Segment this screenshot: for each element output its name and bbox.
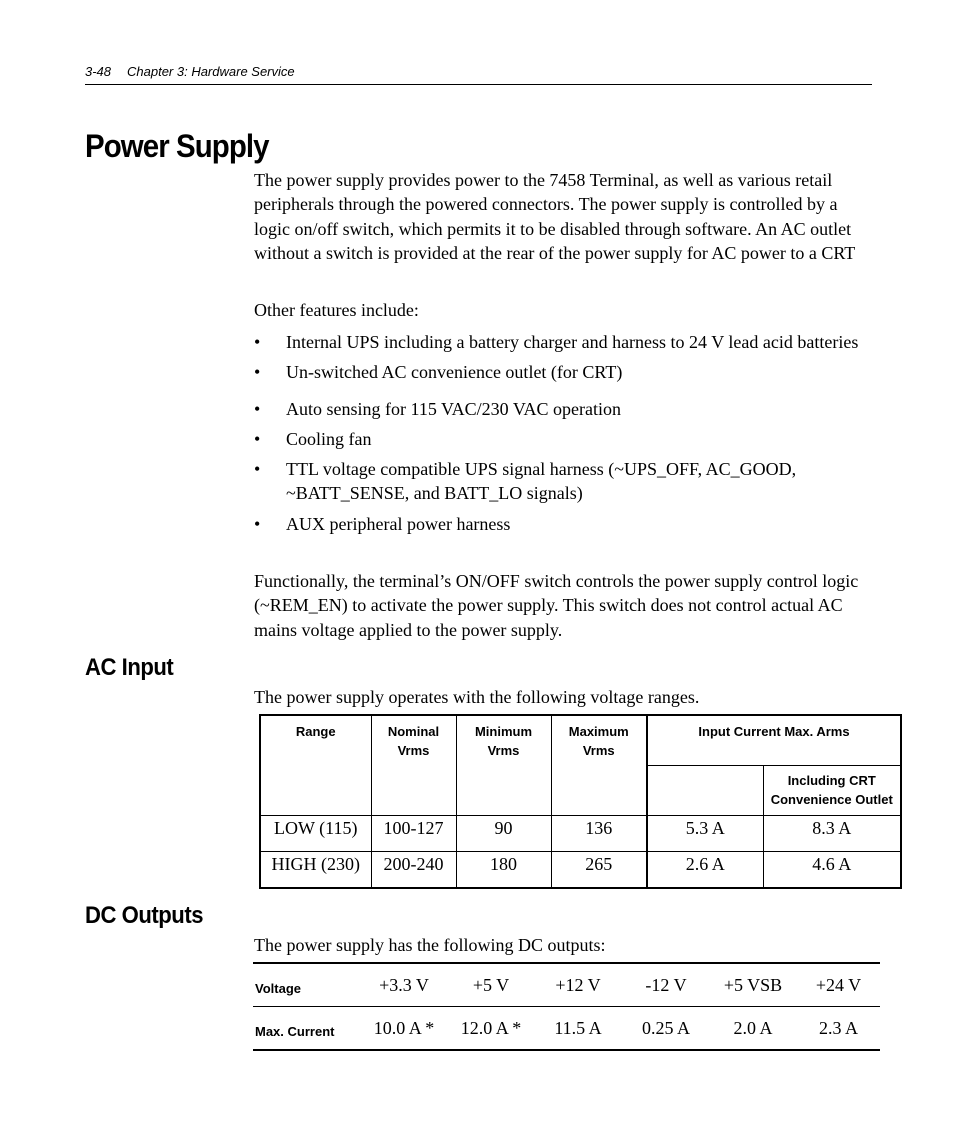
cell-current: 5.3 A [647,815,763,851]
cell-current: 11.5 A [554,1017,602,1038]
col-header-range: Range [260,715,371,815]
voltage-label: Voltage [253,963,359,1007]
chapter-title: Chapter 3: Hardware Service [127,64,295,79]
col-header-including-crt: Including CRT Convenience Outlet [763,766,901,816]
col-header-maximum: Maximum Vrms [551,715,647,815]
page-title: Power Supply [85,128,269,164]
cell-current: 0.25 A [641,1017,690,1038]
bullet-icon: • [254,459,261,480]
ac-input-table [259,714,902,889]
cell-current: 10.0 A * [373,1017,435,1038]
cell-current-crt: 4.6 A [763,852,901,888]
col-header-input-current: Input Current Max. Arms [647,715,901,766]
cell-minimum: 180 [456,852,551,888]
dc-outputs-intro: The power supply has the following DC outputs: [254,935,606,955]
cell-nominal: 100-127 [371,815,456,851]
list-item: • AUX peripheral power harness [254,512,874,536]
cell-minimum: 90 [456,815,551,851]
cell-nominal: 200-240 [371,852,456,888]
bullet-icon: • [254,362,261,383]
bullet-icon: • [254,398,261,419]
table-row [260,815,901,851]
page-header [85,64,872,85]
bullet-icon: • [254,428,261,449]
bullet-icon: • [254,513,261,534]
cell-maximum: 136 [551,815,647,851]
max-current-label: Max. Current [255,1023,335,1039]
ac-input-heading: AC Input [85,654,174,681]
cell-voltage: +3.3 V [359,963,449,1007]
table-header-row [260,715,901,766]
cell-range: HIGH (230) [260,852,371,888]
cell-maximum: 265 [551,852,647,888]
list-item: • Internal UPS including a battery charger and harness to 24 V lead acid batteries [254,330,874,354]
intro-paragraph: The power supply provides power to the 7458 Terminal, as well as various retail peripherals through the powered connectors. The power supply is controlled by a logic on/off switch, which permits it to be disabled through software. An AC outlet without a switch is provided at the rear of the power supply for AC power to a CRT [254,170,856,263]
list-item: • Un-switched AC convenience outlet (for CRT) [254,360,874,384]
cell-range: LOW (115) [260,815,371,851]
cell-current: 2.6 A [647,852,763,888]
cell-voltage: -12 V [623,963,709,1007]
list-item: • Auto sensing for 115 VAC/230 VAC operation [254,397,874,421]
cell-voltage: +5 VSB [709,963,797,1007]
cell-voltage: +12 V [533,963,623,1007]
list-item: • Cooling fan [254,427,874,451]
bullet-icon: • [254,332,261,352]
functional-paragraph: Functionally, the terminal’s ON/OFF switch controls the power supply control logic (~REM_EN) to activate the power supply. This switch does not control actual AC mains voltage applied to the power supply. [254,571,859,640]
ac-input-intro: The power supply operates with the following voltage ranges. [254,687,700,707]
cell-voltage: +5 V [449,963,533,1007]
table-row [253,1007,880,1051]
table-row [260,852,901,888]
dc-outputs-heading: DC Outputs [85,902,204,929]
features-intro: Other features include: [254,300,419,320]
cell-current: 2.3 A [818,1017,858,1038]
table-row [253,963,880,1007]
list-item: • TTL voltage compatible UPS signal harness (~UPS_OFF, AC_GOOD, ~BATT_SENSE, and BATT_LO signals) [254,459,797,504]
col-header-minimum: Minimum Vrms [456,715,551,815]
features-list [254,330,874,536]
col-header-nominal: Nominal Vrms [371,715,456,815]
page-number: 3-48 [85,64,112,79]
dc-outputs-table [253,962,880,1051]
cell-current-crt: 8.3 A [763,815,901,851]
cell-current: 12.0 A * [460,1017,522,1038]
cell-voltage: +24 V [797,963,880,1007]
cell-current: 2.0 A [733,1017,773,1038]
col-header-current-blank [647,766,763,816]
